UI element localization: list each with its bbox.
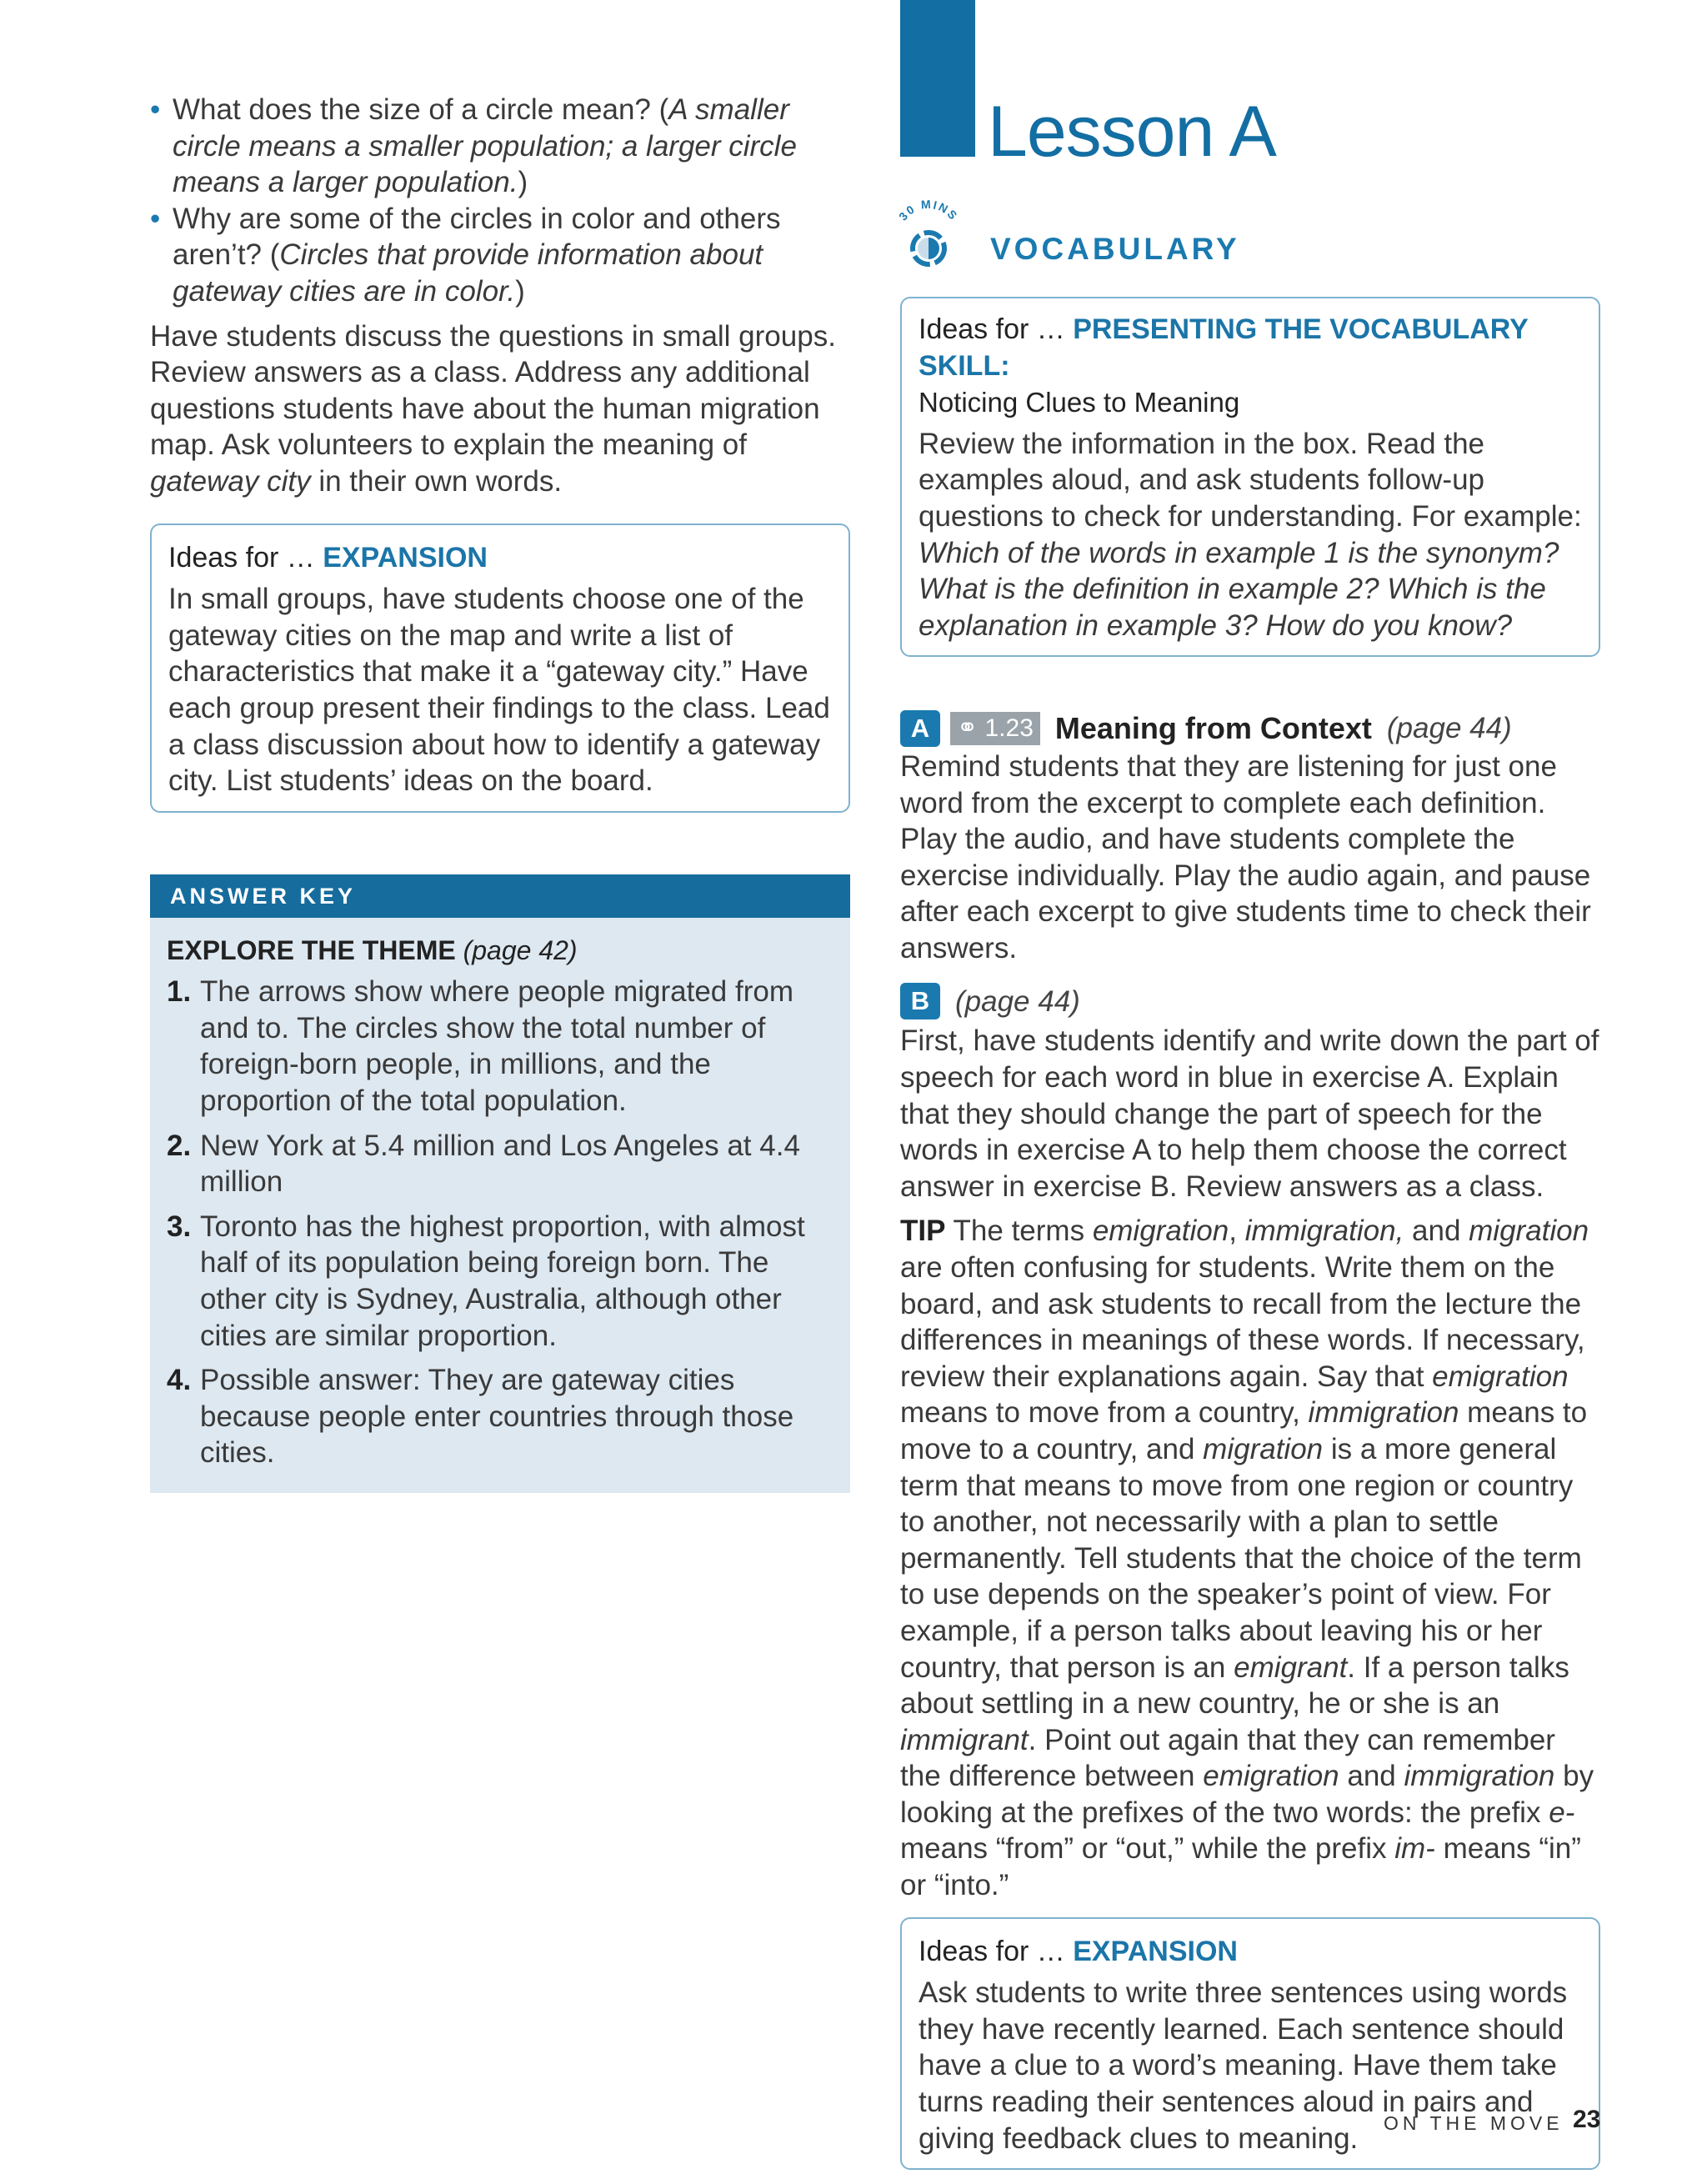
tip-text: means to move to a country, and [900, 1396, 1588, 1465]
headphones-icon: ⚭ [957, 714, 979, 743]
answer-item: 1. The arrows show where people migrated from and to. The circles show the total number of foreign-born people, in millions, and the proportion of the total population. [167, 975, 793, 1118]
vocabulary-heading: VOCABULARY [990, 232, 1240, 266]
left-column [150, 92, 850, 1493]
tip-term: migration [1469, 1215, 1589, 1248]
tip-term: emigration [1092, 1215, 1229, 1248]
tip-text: The terms [945, 1215, 1093, 1248]
answer-key-body [150, 918, 850, 1493]
clock-label: 30 MINS [896, 197, 961, 223]
clock-icon [890, 193, 965, 277]
tip-text: means “from” or “out,” while the prefix [900, 1832, 1395, 1866]
tip-text: . Point out again that they can remember the difference between [900, 1723, 1555, 1793]
section-b-page: (page 44) [955, 984, 1080, 1018]
section-a-badge: A [900, 710, 940, 747]
section-b-badge: B [900, 983, 940, 1019]
answer-list [167, 974, 833, 1471]
tip-term: immigration [1404, 1760, 1555, 1793]
lesson-title: Lesson A [988, 92, 1276, 172]
tip-term: e- [1549, 1796, 1575, 1829]
tip-text: , [1229, 1215, 1245, 1248]
expansion-box [150, 523, 850, 813]
box-heading: Ideas for … PRESENTING THE VOCABULARY SKILL: [919, 313, 1529, 382]
vocab-skill-box [900, 297, 1600, 657]
tip-text: by looking at the prefixes of the two words: the prefix [900, 1760, 1594, 1829]
answer-item: 4. Possible answer: They are gateway cities because people enter countries through those cities. [167, 1364, 794, 1470]
tip-paragraph [900, 1213, 1600, 1903]
box-subtitle: Noticing Clues to Meaning [919, 387, 1240, 418]
tip-text: and [1404, 1215, 1469, 1248]
section-a-title: Meaning from Context [1054, 711, 1372, 746]
right-column [900, 297, 1600, 2170]
answer-key-title: ANSWER KEY [150, 874, 850, 918]
answer-key-heading: EXPLORE THE THEME (page 42) [167, 934, 578, 965]
box-body: Review the information in the box. Read the examples aloud, and ask students follow-up questions to check for understanding. For example: Which of the words in example 1 is the synonym? What is the definition in example 2? Which is the explanation in example 3? How do you know? [919, 427, 1582, 642]
tip-text: is a more general term that means to move from one region or country to another, not necessarily with a plan to settle permanently. Tell students that the choice of the term to use depends on the speaker’s point of view. For example, if a person talks about leaving his or her country, that person is an [900, 1432, 1582, 1684]
list-item: • Why are some of the circles in color and others aren’t? (Circles that provide information about gateway cities are in color.) [150, 201, 850, 310]
svg-text:30 MINS [896, 198, 961, 223]
box-body: In small groups, have students choose one of the gateway cities on the map and write a list of characteristics that make it a “gateway city.” Have each group present their findings to the class. Lead a class discussion about how to identify a gateway city. List students’ ideas on the board. [168, 583, 830, 798]
tip-term: immigration [1308, 1396, 1459, 1430]
section-a-page: (page 44) [1386, 712, 1512, 745]
box-heading: Ideas for … EXPANSION [168, 541, 488, 574]
tip-text: means “in” or “into.” [900, 1832, 1581, 1902]
tip-term: emigration [1432, 1360, 1569, 1393]
tip-term: migration [1203, 1432, 1324, 1465]
section-a-header [900, 709, 1600, 747]
tip-text: . If a person talks about settling in a new country, he or she is an [900, 1651, 1569, 1721]
box-heading: Ideas for … EXPANSION [919, 1935, 1238, 1967]
tip-text: means to move from a country, [900, 1396, 1309, 1430]
audio-track: ⚭ 1.23 [950, 712, 1040, 745]
list-item: • What does the size of a circle mean? (A smaller circle means a smaller population; a larger circle means a larger population.) [150, 92, 850, 201]
tip-label: TIP [900, 1215, 946, 1248]
tip-text: and [1339, 1760, 1404, 1793]
tip-term: im- [1394, 1832, 1435, 1866]
section-b-body: First, have students identify and write down the part of speech for each word in blue in exercise A. Explain that they should change the part of speech for the words in exercise A to help them choose the correct answer in exercise B. Review answers as a class. [900, 1024, 1599, 1203]
answer-item: 2. New York at 5.4 million and Los Angeles at 4.4 million [167, 1129, 800, 1199]
section-b-header [900, 982, 1600, 1020]
tip-term: emigrant [1234, 1651, 1348, 1684]
section-a-body: Remind students that they are listening for just one word from the excerpt to complete each definition. Play the audio, and have students complete the exercise individually. Play the audio again, and pause after each excerpt to give students time to check their answers. [900, 750, 1591, 965]
discussion-paragraph: Have students discuss the questions in small groups. Review answers as a class. Address any additional questions students have about the human migration map. Ask volunteers to explain the meaning of gateway city in their own words. [150, 319, 836, 498]
lesson-color-block [900, 0, 975, 157]
answer-item: 3. Toronto has the highest proportion, with almost half of its population being foreign born. The other city is Sydney, Australia, although other cities are similar proportion. [167, 1210, 805, 1352]
tip-term: emigration [1203, 1760, 1339, 1793]
running-head: ON THE MOVE [1384, 2112, 1564, 2134]
tip-term: immigration, [1244, 1215, 1404, 1248]
tip-text: are often confusing for students. Write them on the board, and ask students to recall from the lecture the differences in meanings of these words. If necessary, review their explanations again. Say that [900, 1250, 1585, 1393]
tip-term: immigrant [900, 1723, 1029, 1756]
question-list [150, 92, 850, 310]
page-number: 23 [1573, 2106, 1601, 2133]
box-body: Ask students to write three sentences using words they have recently learned. Each sentence should have a clue to a word’s meaning. Have them take turns reading their sentences aloud in pairs and giving feedback clues to meaning. [919, 1976, 1568, 2155]
